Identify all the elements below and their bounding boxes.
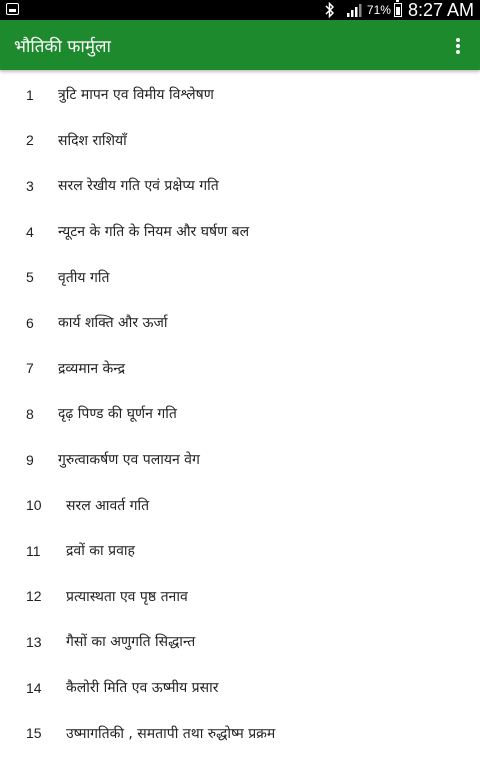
list-item[interactable]	[0, 482, 480, 528]
list-item[interactable]	[0, 209, 480, 255]
list-item[interactable]	[0, 528, 480, 574]
page-title: भौतिकी फार्मुला	[14, 37, 111, 57]
image-notification-icon	[6, 3, 19, 15]
topic-label: कार्य शक्ति और ऊर्जा	[58, 315, 168, 332]
status-bar	[0, 0, 480, 20]
list-item[interactable]	[0, 665, 480, 711]
topic-label: गैसों का अणुगति सिद्धान्त	[66, 634, 196, 651]
topic-label: द्रव्यमान केन्द्र	[58, 360, 126, 377]
topic-label: सरल आवर्त गति	[66, 497, 150, 514]
topic-label: वृतीय गति	[58, 269, 110, 286]
topic-label: त्रुटि मापन एव विमीय विश्लेषण	[58, 87, 214, 104]
topic-number: 11	[26, 542, 41, 559]
topic-number: 5	[26, 269, 34, 286]
topic-number: 7	[26, 360, 34, 377]
list-item[interactable]	[0, 574, 480, 620]
topic-label: न्यूटन के गति के नियम और घर्षण बल	[58, 224, 250, 241]
signal-icon	[346, 3, 362, 17]
topic-number: 9	[26, 451, 34, 468]
list-item[interactable]	[0, 391, 480, 437]
app-bar	[0, 20, 480, 70]
overflow-menu-icon[interactable]	[444, 32, 472, 60]
topic-number: 12	[26, 588, 42, 605]
list-item[interactable]	[0, 118, 480, 164]
list-item[interactable]	[0, 710, 480, 756]
battery-percent: 71%	[366, 3, 391, 17]
list-item[interactable]	[0, 346, 480, 392]
list-item[interactable]	[0, 619, 480, 665]
topic-number: 1	[26, 86, 34, 103]
topic-label: द्रवों का प्रवाह	[66, 543, 135, 560]
bluetooth-icon	[324, 2, 336, 18]
list-item[interactable]	[0, 300, 480, 346]
list-item[interactable]	[0, 163, 480, 209]
topic-list	[0, 72, 480, 756]
list-item[interactable]	[0, 437, 480, 483]
topic-label: गुरुत्वाकर्षण एव पलायन वेग	[58, 452, 200, 469]
topic-number: 13	[26, 633, 42, 650]
topic-number: 4	[26, 223, 34, 240]
list-item[interactable]	[0, 254, 480, 300]
topic-number: 8	[26, 405, 34, 422]
clock: 8:27 AM	[407, 0, 474, 20]
topic-number: 15	[26, 725, 42, 742]
topic-number: 10	[26, 497, 42, 514]
topic-number: 6	[26, 314, 34, 331]
topic-label: उष्मागतिकी , समतापी तथा रुद्धोष्म प्रक्रम	[66, 725, 276, 742]
topic-label: सदिश राशियाँ	[58, 132, 127, 149]
topic-number: 3	[26, 177, 34, 194]
topic-label: दृढ़ पिण्ड की घूर्णन गति	[58, 406, 177, 423]
list-item[interactable]	[0, 72, 480, 118]
topic-number: 14	[26, 679, 42, 696]
topic-number: 2	[26, 132, 34, 149]
topic-label: प्रत्यास्थता एव पृष्ठ तनाव	[66, 588, 188, 605]
battery-icon	[394, 3, 402, 17]
topic-label: कैलोरी मिति एव ऊष्मीय प्रसार	[66, 680, 219, 697]
topic-label: सरल रेखीय गति एवं प्रक्षेप्य गति	[58, 178, 219, 195]
